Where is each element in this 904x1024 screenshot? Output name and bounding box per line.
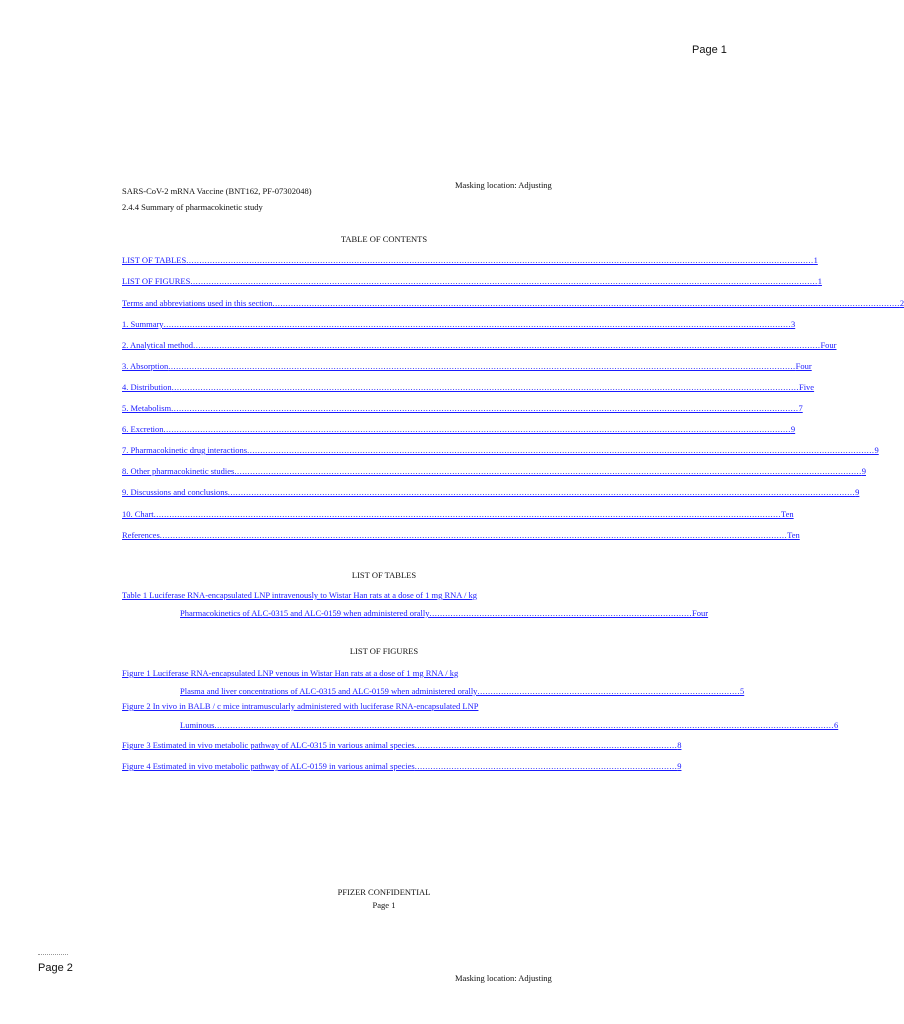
page-number-footer: Page 1: [372, 900, 396, 910]
toc-entry-page: 1: [817, 276, 822, 286]
figure-1-link[interactable]: Figure 1 Luciferase RNA-encapsulated LNP venous in Wistar Han rats at a dose of 1 mg RNA / kg: [122, 668, 459, 678]
toc-entry[interactable]: [122, 528, 800, 540]
dot-leader: ....................................................................................................: [477, 686, 740, 696]
dot-leader: ...............................................................................................................................................................................................................................................: [247, 445, 875, 455]
figure-1-continuation[interactable]: [180, 684, 745, 696]
toc-entry-label: 8. Other pharmacokinetic studies: [122, 466, 235, 476]
toc-entry-label: LIST OF FIGURES: [122, 276, 191, 286]
figure-2-continuation[interactable]: [180, 718, 839, 730]
toc-entry-label: 7. Pharmacokinetic drug interactions: [122, 445, 248, 455]
toc-entry-page: 9: [874, 445, 879, 455]
confidential-footer: PFIZER CONFIDENTIAL: [337, 887, 431, 897]
toc-entry-page: 9: [790, 424, 796, 434]
toc-entry-page: 1: [813, 255, 818, 265]
toc-entry-page: Five: [798, 382, 815, 392]
toc-entry-label: References: [122, 530, 160, 540]
toc-entry-label: 1. Summary: [122, 319, 164, 329]
toc-entry-page: 6: [833, 720, 839, 730]
toc-entry[interactable]: [122, 380, 815, 392]
toc-entry[interactable]: [122, 296, 904, 308]
dot-leader: ....................................................................................................: [414, 740, 678, 750]
dot-leader: ...............................................................................................................................................................................................................................................: [193, 340, 821, 350]
dot-leader: ...............................................................................................................................................................................................................................................: [186, 255, 814, 265]
page-separator: [38, 954, 68, 955]
toc-entry-page: 7: [798, 403, 803, 413]
toc-entry-page: 3: [790, 319, 796, 329]
toc-entry[interactable]: [122, 507, 794, 519]
toc-entry-page: Ten: [781, 509, 794, 519]
toc-entry-label: Pharmacokinetics of ALC-0315 and ALC-0159 when administered orally: [180, 608, 430, 618]
list-of-tables-heading: LIST OF TABLES: [351, 570, 417, 580]
figure-3-link[interactable]: [122, 738, 682, 750]
table-1-continuation[interactable]: [180, 606, 709, 618]
page-label-bottom: Page 2: [38, 962, 73, 974]
toc-entry-label: 3. Absorption: [122, 361, 169, 371]
dot-leader: ...............................................................................................................................................................................................................................................: [159, 530, 788, 540]
toc-heading: TABLE OF CONTENTS: [340, 234, 428, 244]
dot-leader: ...............................................................................................................................................................................................................................................: [171, 403, 799, 413]
masking-location: Masking location: Adjusting: [455, 180, 552, 190]
toc-entry[interactable]: [122, 274, 822, 286]
toc-entry-page: 9: [855, 487, 860, 497]
dot-leader: ...............................................................................................................................................................................................................................................: [171, 382, 799, 392]
dot-leader: ...............................................................................................................................................................................................................................................: [227, 487, 856, 497]
toc-entry-page: Ten: [787, 530, 800, 540]
dot-leader: ...............................................................................................................................................................................................................................................: [163, 319, 791, 329]
toc-entry-label: 10. Chart: [122, 509, 154, 519]
toc-entry-label: Luminous: [180, 720, 215, 730]
toc-entry-label: 5. Metabolism: [122, 403, 172, 413]
toc-entry[interactable]: [122, 359, 812, 371]
dot-leader: ............................................................................................................................................................................................................................................: [214, 720, 834, 730]
toc-entry-page: 8: [677, 740, 682, 750]
dot-leader: ...............................................................................................................................................................................................................................................: [272, 298, 900, 308]
toc-entry[interactable]: [122, 485, 860, 497]
page-label-top: Page 1: [692, 44, 727, 56]
toc-entry-label: Figure 4 Estimated in vivo metabolic pathway of ALC-0159 in various animal species: [122, 761, 415, 771]
table-1-link[interactable]: Table 1 Luciferase RNA-encapsulated LNP intravenously to Wistar Han rats at a dose of 1 mg RNA / kg: [122, 590, 478, 600]
toc-entry[interactable]: [122, 338, 837, 350]
toc-entry-page: 2: [899, 298, 904, 308]
dot-leader: ...............................................................................................................................................................................................................................................: [234, 466, 862, 476]
toc-entry-page: 5: [739, 686, 745, 696]
toc-entry[interactable]: [122, 317, 796, 329]
toc-entry-label: Figure 3 Estimated in vivo metabolic pathway of ALC-0315 in various animal species: [122, 740, 415, 750]
dot-leader: ...............................................................................................................................................................................................................................................: [190, 276, 818, 286]
section-title: 2.4.4 Summary of pharmacokinetic study: [122, 202, 263, 212]
toc-entry-label: LIST OF TABLES: [122, 255, 187, 265]
toc-entry-label: 4. Distribution: [122, 382, 172, 392]
toc-entry-label: 6. Excretion: [122, 424, 164, 434]
figure-2-link[interactable]: Figure 2 In vivo in BALB / c mice intramuscularly administered with luciferase RNA-encapsulated LNP: [122, 701, 479, 711]
dot-leader: ...............................................................................................................................................................................................................................................: [163, 424, 791, 434]
toc-entry-label: 2. Analytical method: [122, 340, 194, 350]
figure-4-link[interactable]: [122, 759, 682, 771]
toc-entry-label: Terms and abbreviations used in this section: [122, 298, 273, 308]
document-title: SARS-CoV-2 mRNA Vaccine (BNT162, PF-07302048): [122, 186, 312, 196]
toc-entry[interactable]: [122, 464, 866, 476]
dot-leader: ....................................................................................................: [414, 761, 678, 771]
masking-location-bottom: Masking location: Adjusting: [455, 973, 552, 983]
dot-leader: ....................................................................................................: [429, 608, 693, 618]
toc-entry[interactable]: [122, 422, 796, 434]
toc-entry-label: 9. Discussions and conclusions: [122, 487, 228, 497]
toc-entry[interactable]: [122, 253, 818, 265]
dot-leader: ...............................................................................................................................................................................................................................................: [153, 509, 782, 519]
toc-entry-page: Four: [820, 340, 837, 350]
toc-entry-page: Four: [795, 361, 812, 371]
toc-entry-page: 9: [677, 761, 682, 771]
toc-entry-label: Plasma and liver concentrations of ALC-0315 and ALC-0159 when administered orally: [180, 686, 478, 696]
dot-leader: ...............................................................................................................................................................................................................................................: [168, 361, 796, 371]
toc-entry[interactable]: [122, 443, 879, 455]
toc-entry-page: 9: [861, 466, 866, 476]
toc-entry[interactable]: [122, 401, 803, 413]
list-of-figures-heading: LIST OF FIGURES: [349, 646, 419, 656]
toc-entry-page: Four: [692, 608, 709, 618]
